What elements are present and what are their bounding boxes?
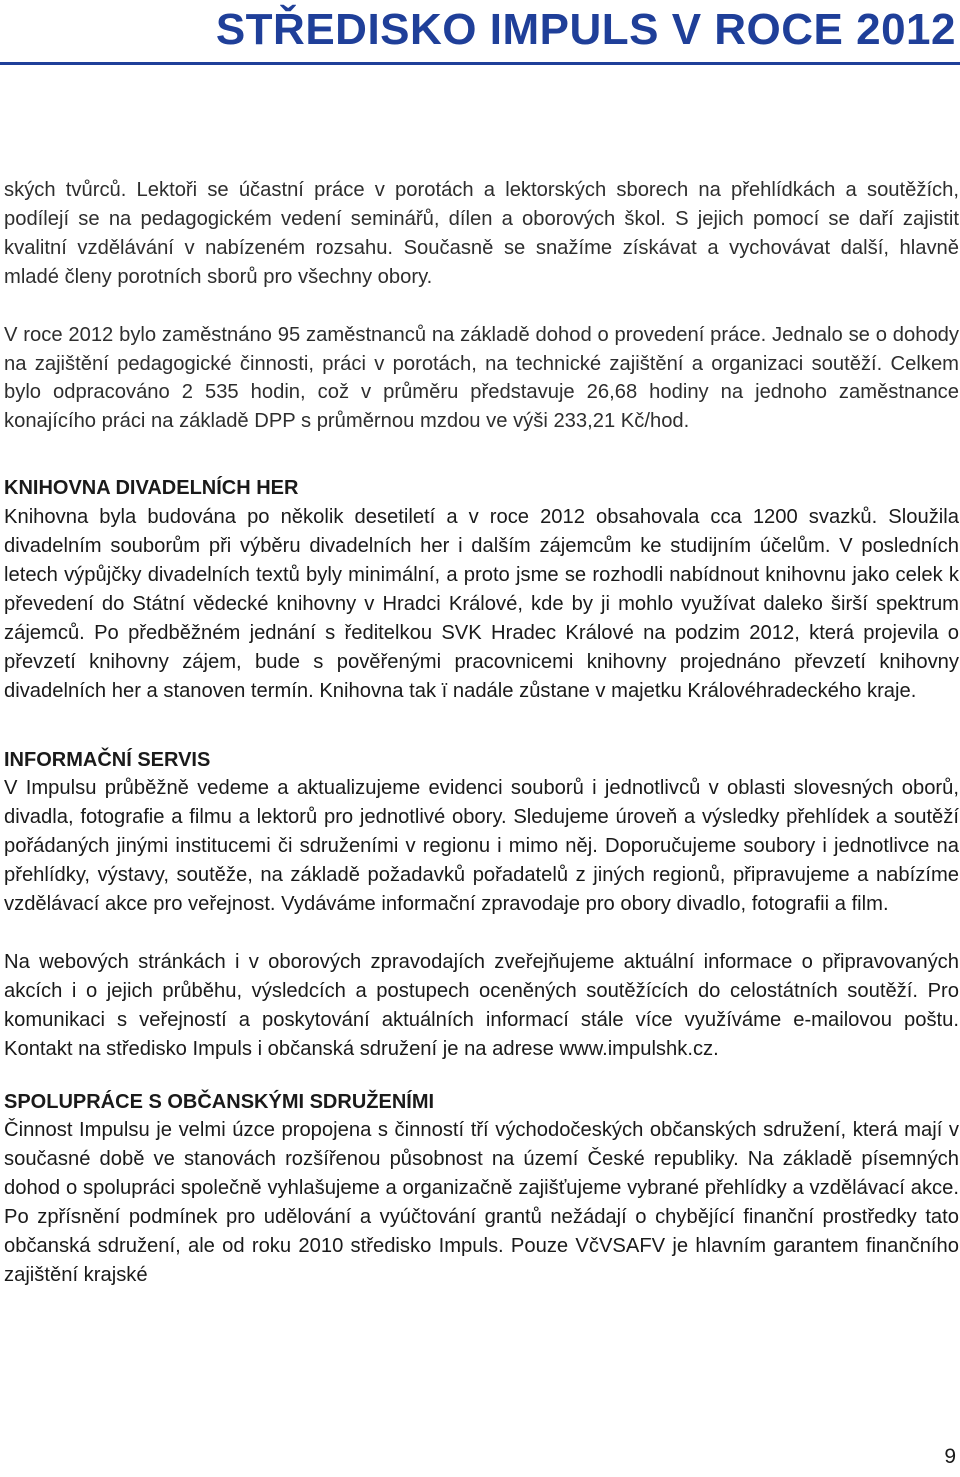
intro-paragraph: ských tvůrců. Lektoři se účastní práce v porotách a lektorských sborech na přehlídkách a soutěžích, podílejí se na pedagogickém vedení seminářů, dílen a oborových škol. S jejich pomocí se daří zajistit kvalitní vzdělávání v nabízeném rozsahu. Současně se snažíme získávat a vychovávat další, hlavně mladé členy porotních sborů pro všechny obory. [4, 179, 959, 288]
info-service-paragraph: V Impulsu průběžně vedeme a aktualizujeme evidenci souborů i jednotlivců v oblasti slovesných oborů, divadla, fotografie a filmu a lektorů pro jednotlivé obory. Sledujeme úroveň a výsledky přehlídek a soutěží pořádaných jinými institucemi či sdruženími v regionu i mimo něj. Doporučujeme soubory i jednotlivce na přehlídky, výstavy, soutěže, na základě požadavků pořadatelů z jiných regionů, připravujeme a nabízíme vzdělávací akce pro veřejnost. Vydáváme informační zpravodaje pro obory divadlo, fotografii a film. [4, 777, 959, 916]
section-cooperation [4, 1088, 959, 1290]
section-library [4, 474, 959, 705]
library-paragraph: Knihovna byla budována po několik desetiletí a v roce 2012 obsahovala cca 1200 svazků. Sloužila divadelním souborům při výběru divadelních her i dalším zájemcům ke studijním účelům. V posledních letech výpůjčky divadelních textů byly minimální, a proto jsme se rozhodli nabídnout knihovnu jako celek k převedení do Státní vědecké knihovny v Hradci Králové, kde by ji mohlo využívat daleko širší spektrum zájemců. Po předběžném jednání s ředitelkou SVK Hradec Králové na podzim 2012, která projevila o převzetí knihovny zájem, bude s pověřenými pracovnicemi knihovny projednáno převzetí knihovny divadelních her a stanoven termín. Knihovna tak ï nadále zůstane v majetku Královéhradeckého kraje. [4, 506, 959, 702]
section-heading-cooperation: SPOLUPRÁCE S OBČANSKÝMI SDRUŽENÍMI [4, 1090, 435, 1113]
page-header [0, 0, 960, 76]
page-title: STŘEDISKO IMPULS V ROCE 2012 [215, 5, 956, 54]
page-number: 9 [944, 1445, 956, 1468]
section-info-service [4, 746, 959, 1064]
employees-paragraph: V roce 2012 bylo zaměstnáno 95 zaměstnanců na základě dohod o provedení práce. Jednalo se o dohody na zajištění pedagogické činnosti, práci v porotách, na technické zajištění a organizaci soutěží. Celkem bylo odpracováno 2 535 hodin, což v průměru představuje 26,68 hodiny na jednoho zaměstnance konajícího práci na základě DPP s průměrnou mzdou ve výši 233,21 Kč/hod. [4, 323, 959, 433]
header-divider [0, 62, 960, 65]
cooperation-paragraph: Činnost Impulsu je velmi úzce propojena s činností tří východočeských občanských sdružení, která mají v současné době ve stanovách rozšířenou působnost na území České republiky. Na základě písemných dohod o spolupráci společně vyhlašujeme a organizačně zajišťujeme vybrané přehlídky a vzdělávací akce. Po zpřísnění podmínek pro udělování a vyúčtování grantů nežádají o chybějící finanční prostředky tato občanská sdružení, ale od roku 2010 středisko Impuls. Pouze VčVSAFV je hlavním garantem finančního zajištění krajské [4, 1119, 959, 1286]
page-content [4, 176, 959, 1290]
section-heading-library: KNIHOVNA DIVADELNÍCH HER [4, 477, 299, 500]
info-service-web-paragraph: Na webových stránkách i v oborových zpravodajích zveřejňujeme aktuální informace o připravovaných akcích i o jejich průběhu, výsledcích a postupech oceněných soutěžících do celostátních soutěží. Pro komunikaci s veřejností a poskytování aktuálních informací stále více využíváme e-mailovou poštu. Kontakt na středisko Impuls i občanská sdružení je na adrese www.impulshk.cz. [4, 950, 959, 1060]
section-heading-info-service: INFORMAČNÍ SERVIS [4, 748, 211, 771]
